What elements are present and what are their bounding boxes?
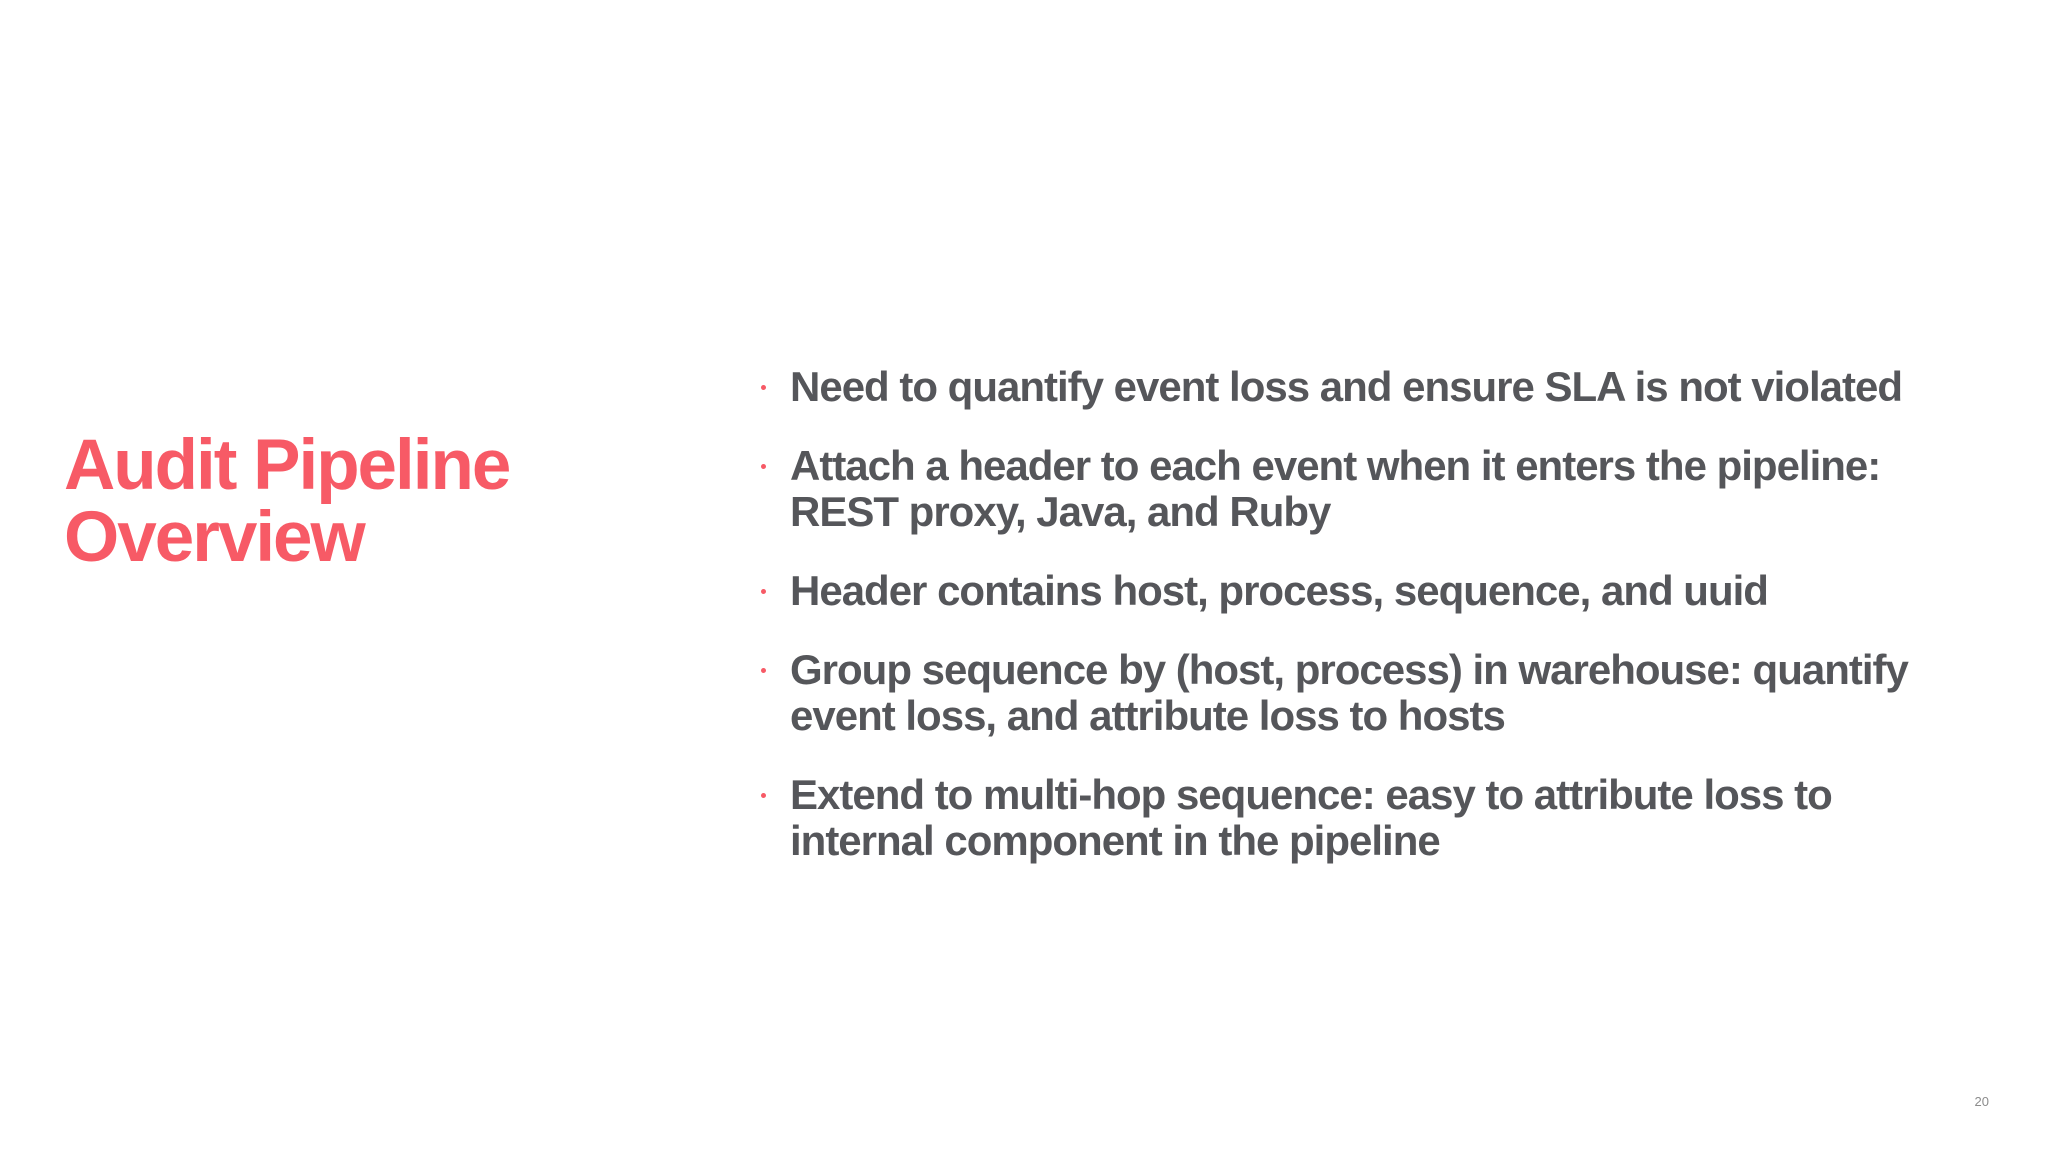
bullet-text: Extend to multi-hop sequence: easy to attribute loss to internal component in the pipeline [790, 771, 1832, 864]
bullet-text: Group sequence by (host, process) in warehouse: quantify event loss, and attribute loss to hosts [790, 646, 1908, 739]
bullet-list [756, 364, 1986, 897]
bullet-text: Need to quantify event loss and ensure SLA is not violated [790, 363, 1902, 410]
bullet-text: Attach a header to each event when it enters the pipeline: REST proxy, Java, and Ruby [790, 442, 1881, 535]
bullet-marker-icon [761, 464, 766, 469]
bullet-item [756, 772, 1986, 864]
bullet-marker-icon [761, 589, 766, 594]
bullet-marker-icon [761, 668, 766, 673]
slide-title-line-1: Audit Pipeline [64, 426, 510, 505]
bullet-item [756, 364, 1986, 410]
bullet-text: Header contains host, process, sequence, and uuid [790, 567, 1768, 614]
slide-title-line-2: Overview [64, 498, 364, 577]
page-number: 20 [1974, 1094, 1989, 1109]
slide-title [64, 426, 704, 577]
bullet-item [756, 568, 1986, 614]
bullet-item [756, 647, 1986, 739]
bullet-marker-icon [761, 793, 766, 798]
bullet-marker-icon [761, 385, 766, 390]
bullet-item [756, 443, 1986, 535]
